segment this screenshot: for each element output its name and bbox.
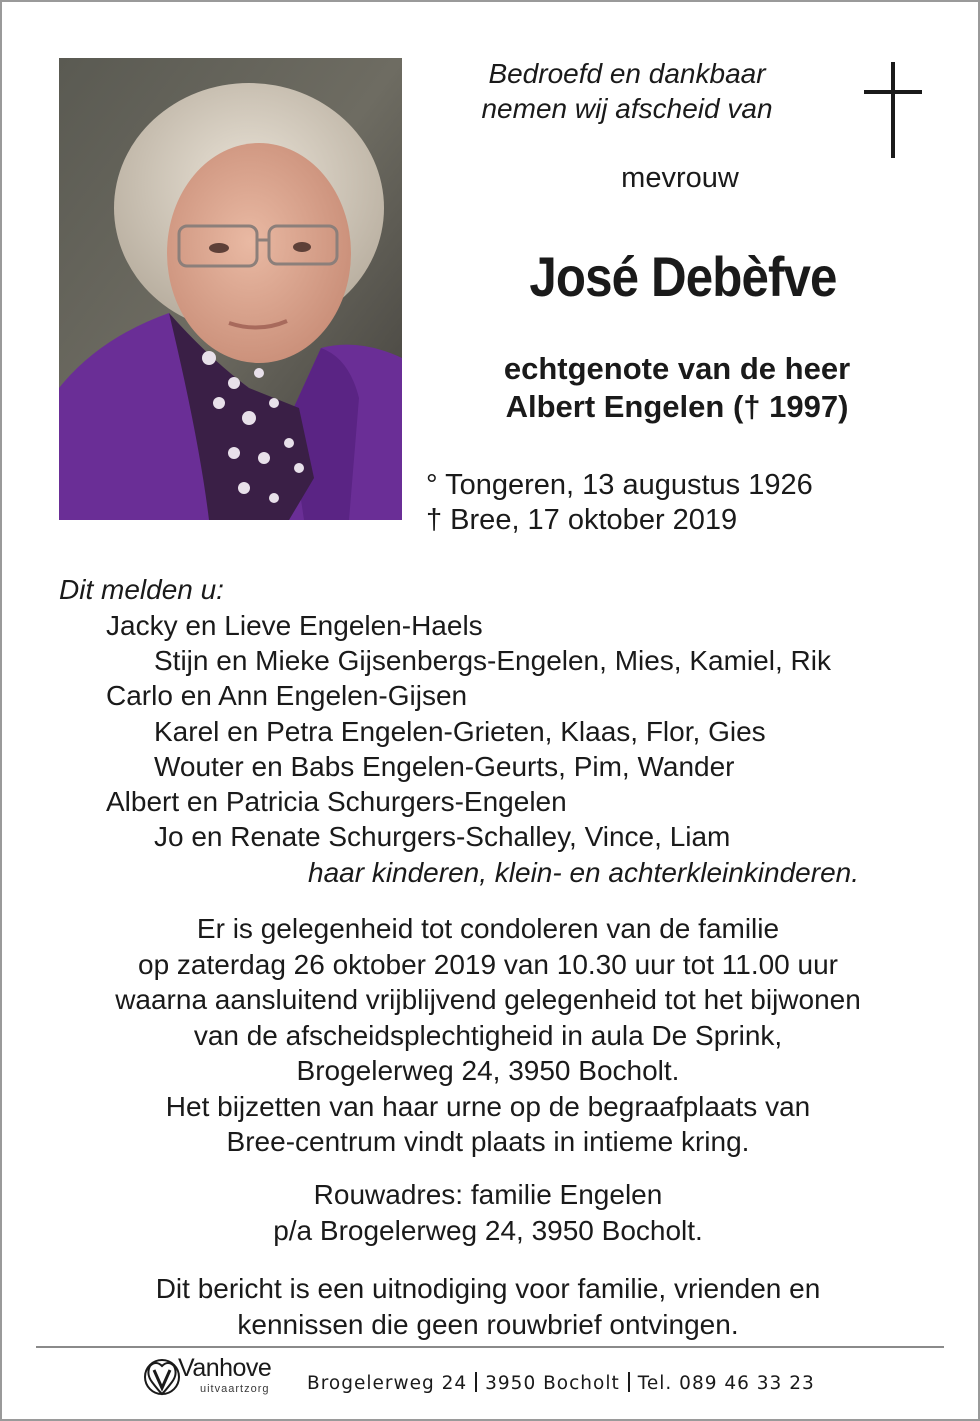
contact-street: Brogelerweg 24 (307, 1373, 468, 1394)
life-dates (426, 468, 813, 538)
vanhove-emblem-icon (142, 1354, 182, 1400)
condolence-line: Brogelerweg 24, 3950 Bocholt. (296, 1055, 680, 1086)
intro-text (440, 56, 814, 126)
deceased-name: José Debèfve (529, 245, 837, 308)
contact-city: 3950 Bocholt (485, 1373, 620, 1394)
separator (628, 1372, 630, 1392)
invitation-line: Dit bericht is een uitnodiging voor familie, vrienden en (155, 1273, 821, 1304)
funeral-home-tagline: uitvaartzorg (200, 1383, 270, 1395)
separator (475, 1372, 477, 1392)
birth-date: ° Tongeren, 13 augustus 1926 (426, 469, 813, 501)
intro-line: nemen wij afscheid van (481, 93, 773, 124)
relative-line: Jacky en Lieve Engelen-Haels (106, 610, 483, 641)
condolence-line: Er is gelegenheid tot condoleren van de familie (196, 913, 780, 944)
contact-phone: Tel. 089 46 33 23 (637, 1373, 815, 1394)
relatives-closing: haar kinderen, klein- en achterkleinkinderen. (308, 857, 859, 888)
invitation-line: kennissen die geen rouwbrief ontvingen. (237, 1308, 739, 1340)
mourning-address (40, 1177, 936, 1248)
spouse-info (440, 350, 914, 426)
death-date: † Bree, 17 oktober 2019 (426, 504, 738, 536)
spouse-line: Albert Engelen († 1997) (505, 389, 849, 424)
title-prefix: mevrouw (621, 162, 739, 194)
invitation-note (40, 1271, 936, 1342)
condolence-line: van de afscheidsplechtigheid in aula De Sprink, (193, 1019, 783, 1051)
funeral-home-name: Vanhove (178, 1354, 272, 1382)
relative-line: Stijn en Mieke Gijsenbergs-Engelen, Mies, Kamiel, Rik (154, 645, 831, 676)
relative-line: Albert en Patricia Schurgers-Engelen (106, 786, 567, 817)
condolence-line: op zaterdag 26 oktober 2019 van 10.30 uur tot 11.00 uur (138, 948, 838, 980)
relative-line: Carlo en Ann Engelen-Gijsen (106, 680, 468, 711)
condolence-line: Het bijzetten van haar urne op de begraafplaats van (165, 1090, 811, 1122)
address-line: p/a Brogelerweg 24, 3950 Bocholt. (273, 1214, 703, 1246)
relative-line: Karel en Petra Engelen-Grieten, Klaas, Flor, Gies (154, 716, 766, 747)
intro-line: Bedroefd en dankbaar (488, 58, 766, 89)
relative-line: Wouter en Babs Engelen-Geurts, Pim, Wander (154, 751, 735, 782)
spouse-line: echtgenote van de heer (503, 351, 851, 386)
footer-divider (36, 1346, 944, 1348)
cross-icon (864, 62, 922, 158)
condolence-line: Bree-centrum vindt plaats in intieme kring. (226, 1126, 750, 1157)
condolence-line: waarna aansluitend vrijblijvend gelegenheid tot het bijwonen (115, 984, 861, 1015)
funeral-home-logo (142, 1354, 307, 1400)
funeral-home-contact (307, 1372, 815, 1394)
relative-line: Jo en Renate Schurgers-Schalley, Vince, Liam (154, 821, 731, 852)
address-line: Rouwadres: familie Engelen (313, 1179, 663, 1210)
notify-label: Dit melden u: (59, 574, 224, 605)
condolence-info (40, 911, 936, 1160)
portrait-photo (59, 58, 402, 520)
